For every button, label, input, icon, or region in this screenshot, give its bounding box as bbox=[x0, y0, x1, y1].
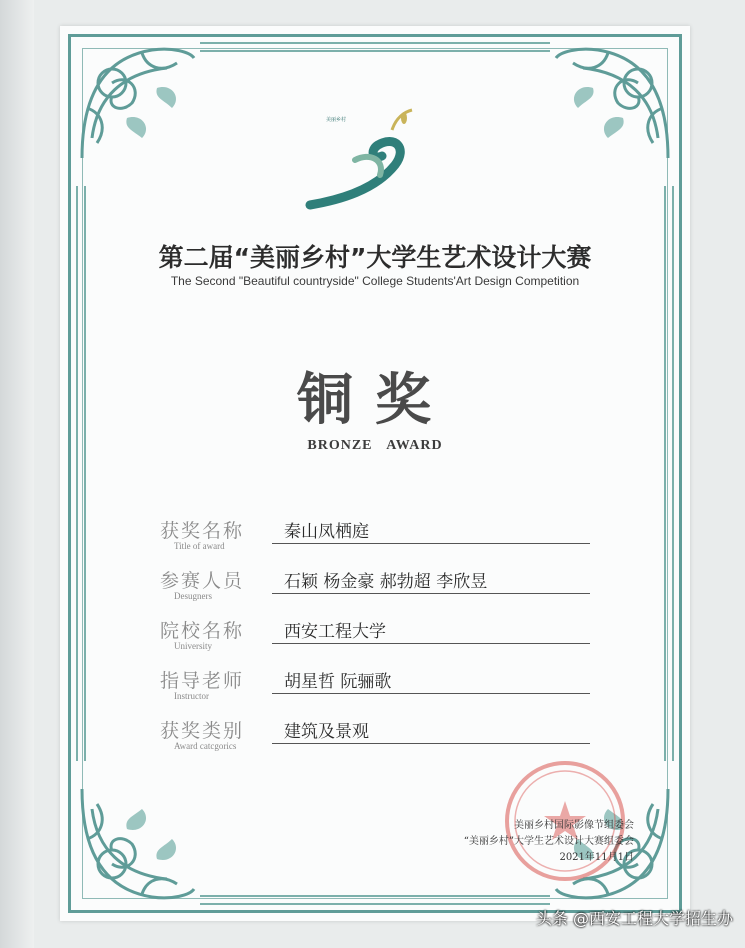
scan-background-edge bbox=[0, 0, 34, 948]
field-underline bbox=[272, 643, 590, 644]
field-award-title bbox=[160, 516, 590, 560]
field-label-cn: 获奖名称 bbox=[160, 520, 245, 542]
field-label-cn: 院校名称 bbox=[160, 620, 245, 642]
field-label-cn: 获奖类别 bbox=[160, 720, 245, 742]
field-label-cn: 参赛人员 bbox=[160, 570, 245, 592]
field-value: 秦山凤栖庭 bbox=[284, 522, 369, 542]
competition-logo bbox=[300, 90, 430, 220]
field-value: 西安工程大学 bbox=[284, 622, 386, 642]
field-underline bbox=[272, 543, 590, 544]
field-underline bbox=[272, 743, 590, 744]
logo-text: 美丽乡村 bbox=[326, 117, 347, 123]
field-instructor bbox=[160, 666, 590, 710]
field-underline bbox=[272, 593, 590, 594]
field-value: 胡星哲 阮骊歌 bbox=[284, 672, 392, 692]
field-label-en: Desugners bbox=[174, 591, 212, 601]
field-label-en: Instructor bbox=[174, 691, 209, 701]
organizer-line-2: “美丽乡村”大学生艺术设计大赛组委会 bbox=[463, 836, 634, 847]
source-watermark: 头条 @西安工程大学招生办 bbox=[535, 909, 733, 928]
field-value: 石颖 杨金豪 郝勃超 李欣昱 bbox=[284, 572, 488, 592]
field-value: 建筑及景观 bbox=[284, 722, 369, 742]
issue-date: 2021年11月1日 bbox=[559, 852, 634, 863]
field-award-category bbox=[160, 716, 590, 760]
corner-ornament-top-left bbox=[72, 38, 202, 168]
corner-ornament-bottom-left bbox=[72, 779, 202, 909]
top-border-bar bbox=[200, 42, 550, 52]
field-label-cn: 指导老师 bbox=[160, 670, 245, 692]
award-level-cn: 铜奖 bbox=[297, 367, 453, 433]
field-underline bbox=[272, 693, 590, 694]
field-label-en: University bbox=[174, 641, 212, 651]
field-label-en: Title of award bbox=[174, 541, 225, 551]
field-label-en: Award catcgorics bbox=[174, 741, 237, 751]
certificate-paper bbox=[60, 26, 690, 921]
competition-title-en: The Second "Beautiful countryside" College Students'Art Design Competition bbox=[170, 274, 580, 288]
competition-title-cn: 第二届“美丽乡村”大学生艺术设计大赛 bbox=[158, 243, 592, 272]
field-designers bbox=[160, 566, 590, 610]
bottom-border-bar bbox=[200, 895, 550, 905]
field-university bbox=[160, 616, 590, 660]
award-level-en: BRONZE AWARD bbox=[307, 438, 443, 453]
organizer-line-1: 美丽乡村国际影像节组委会 bbox=[514, 820, 634, 831]
corner-ornament-top-right bbox=[548, 38, 678, 168]
